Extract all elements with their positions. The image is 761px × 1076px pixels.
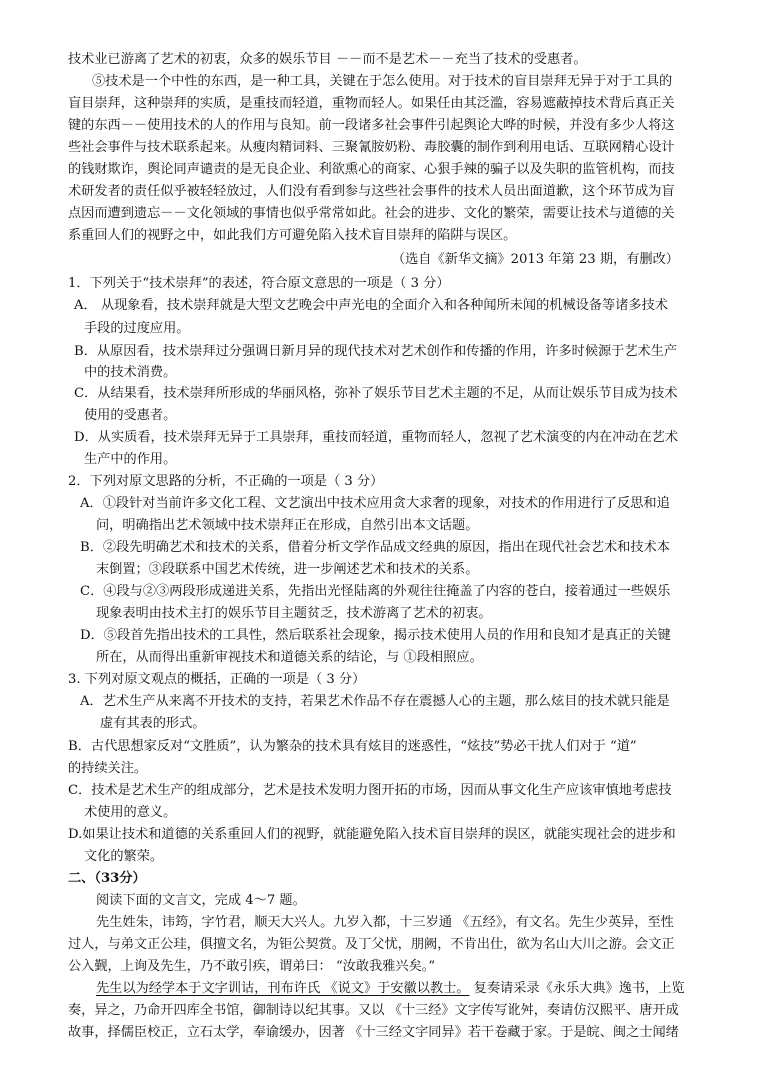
section-two-heading: 二、（33分） [68, 871, 146, 886]
q2-option-c: C．④段与②③两段形成递进关系，先指出光怪陆离的外观往往掩盖了内容的苍白，接着通过一些娱乐 [80, 584, 671, 599]
q1-option-c-cont: 使用的受惠者。 [84, 408, 177, 423]
q2-option-d-cont: 所在，从而得出重新审视技术和道德关系的结论，与 ①段相照应。 [96, 650, 483, 665]
question-2-stem: 2．下列对原文思路的分析，不正确的一项是（ 3 分） [68, 474, 384, 489]
q1-option-d-cont: 生产中的作用。 [84, 452, 177, 467]
passage-line: ⑤技术是一个中性的东西，是一种工具，关键在于怎么使用。对于技术的盲目崇拜无异于对于工具的 [92, 74, 673, 89]
q2-option-a-cont: 问，明确指出艺术领域中技术崇拜正在形成，自然引出本文话题。 [96, 518, 479, 533]
classical-text-line: 公入觐，上询及先生，乃不敢引疾，谓弟曰： “汝敢我雅兴矣。” [68, 959, 436, 974]
q2-option-d: D．⑤段首先指出技术的工具性，然后联系社会现象，揭示技术使用人员的作用和良知才是真正的关键 [80, 628, 671, 643]
passage-line: 点因而遭到遗忘－－文化领域的事情也似乎常常如此。社会的进步、文化的繁荣，需要让技术与道德的关 [68, 206, 675, 221]
classical-text-line-with-underline [96, 979, 685, 999]
passage-line: 技术业已游离了艺术的初衷，众多的娱乐节目 －－而不是艺术－－充当了技术的受惠者。 [68, 52, 587, 67]
q3-option-d-cont: 文化的繁荣。 [84, 849, 164, 864]
q3-option-a-cont: 虚有其表的形式。 [100, 716, 206, 731]
classical-text-line: 过人，与弟文正公珪，俱擅文名，为钜公契赏。及丁父忧，朋阙，不肯出仕，欲为名山大川之游。会文正 [68, 937, 675, 952]
question-1-stem: 1．下列关于“技术崇拜”的表述，符合原文意思的一项是（ 3 分） [68, 276, 450, 291]
q1-option-b: B．从原因看，技术崇拜过分强调日新月异的现代技术对艺术创作和传播的作用，许多时候源于艺术生产 [74, 344, 678, 359]
question-3-stem: 3. 下列对原文观点的概括，正确的一项是（ 3 分） [68, 672, 366, 687]
section-two-instruction: 阅读下面的文言文，完成 4～7 题。 [96, 893, 306, 908]
q2-option-b-cont: 末倒置；③段联系中国艺术传统，进一步阐述艺术和技术的关系。 [96, 562, 479, 577]
classical-text-line: 先生姓朱，讳筠，字竹君，顺天大兴人。九岁入都，十三岁通 《五经》，有文名。先生少英异，至性 [96, 915, 674, 930]
passage-line: 些社会事件与技术联系起来。从瘦肉精词料、三聚氰胺奶粉、毒胶囊的制作到利用电话、互联网精心设计 [68, 140, 675, 155]
q1-option-c: C．从结果看，技术崇拜所形成的华丽风格，弥补了娱乐节目艺术主题的不足，从而让娱乐节目成为技术 [74, 386, 678, 401]
q3-option-c-cont: 术使用的意义。 [84, 805, 177, 820]
passage-line: 的钱财欺诈，舆论同声谴责的是无良企业、利欲熏心的商家、心狠手辣的骗子以及失职的监管机构，而技 [68, 162, 675, 177]
underlined-sentence: 先生以为经学本于文字训诂，刊布许氏 《说文》于安徽以教士。 [96, 981, 470, 996]
q3-option-a: A．艺术生产从来离不开技术的支持，若果艺术作品不存在震撼人心的主题，那么炫目的技术就只能是 [80, 694, 670, 709]
classical-text-line: 奏，异之，乃命开四库全书馆，御制诗以纪其事。又以 《十三经》文字传写讹舛，奏请仿汉熙平、唐开成 [68, 1003, 679, 1018]
q2-option-c-cont: 现象表明由技术主打的娱乐节目主题贫乏，技术游离了艺术的初衷。 [96, 606, 492, 621]
passage-line: 术研发者的责任似乎被轻轻放过，人们没有看到参与这些社会事件的技术人员出面道歉，这个环节成为盲 [68, 184, 675, 199]
q3-option-d: D.如果让技术和道德的关系重回人们的视野，就能避免陷入技术盲目崇拜的误区，就能实现社会的进步和 [68, 827, 676, 842]
q3-option-c: C．技术是艺术生产的组成部分，艺术是技术发明力图开拓的市场，因而从事文化生产应该审慎地考虑技 [68, 783, 672, 798]
passage-line: 系重回人们的视野之中，如此我们方可避免陷入技术盲目崇拜的陷阱与误区。 [68, 228, 517, 243]
q1-option-a-cont: 手段的过度应用。 [84, 321, 190, 336]
source-citation: （选自《新华文摘》2013 年第 23 期，有删改） [391, 252, 679, 267]
q3-option-b-cont: 的持续关注。 [68, 761, 148, 776]
classical-text-segment: 复奏请采录《永乐大典》逸书，上览 [469, 981, 685, 996]
q1-option-d: D．从实质看，技术崇拜无异于工具崇拜，重技而轻道，重物而轻人，忽视了艺术演变的内在冲动在艺术 [74, 430, 679, 445]
classical-text-line: 故事，择儒臣校正，立石太学，奉谕缓办，因著 《十三经文字同异》若干卷藏于家。于是皖、闽之士闻绪 [68, 1025, 679, 1040]
q2-option-a: A．①段针对当前许多文化工程、文艺演出中技术应用贪大求奢的现象，对技术的作用进行了反思和追 [80, 496, 670, 511]
q2-option-b: B．②段先明确艺术和技术的关系，借着分析文学作品成文经典的原因，指出在现代社会艺术和技术本 [80, 540, 670, 555]
q3-option-b: B．古代思想家反对“文胜质”，认为繁杂的技术具有炫目的迷惑性，“炫技”势必干扰人们对于 “道” [68, 739, 637, 754]
q1-option-a: A． 从现象看，技术崇拜就是大型文艺晚会中声光电的全面介入和各种闻所未闻的机械设备等诸多技术 [74, 298, 668, 313]
q1-option-b-cont: 中的技术消费。 [84, 365, 177, 380]
passage-line: 盲目崇拜，这种崇拜的实质，是重技而轻道，重物而轻人。如果任由其泛滥，容易遮蔽掉技术背后真正关 [68, 96, 675, 111]
passage-line: 键的东西－－使用技术的人的作用与良知。前一段诸多社会事件引起舆论大哗的时候，并没有多少人将这 [68, 118, 675, 133]
